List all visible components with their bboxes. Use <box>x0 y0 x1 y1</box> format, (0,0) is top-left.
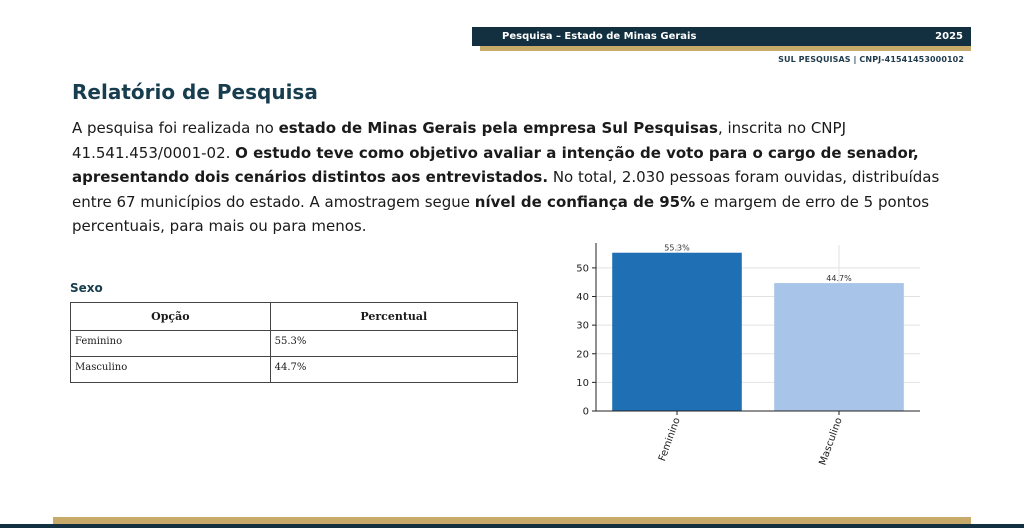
sexo-table <box>70 302 518 383</box>
table-header-row <box>71 303 518 331</box>
header-percentual: Percentual <box>270 303 517 331</box>
table-row <box>71 331 518 357</box>
y-tick-label: 0 <box>582 406 589 418</box>
bar-value-label: 44.7% <box>826 274 852 284</box>
header-year: 2025 <box>935 31 963 42</box>
x-tick-label: Masculino <box>817 416 845 467</box>
header-company-cnpj: SUL PESQUISAS | CNPJ-41541453000102 <box>778 55 964 64</box>
para-text-1: A pesquisa foi realizada no <box>72 119 279 137</box>
table-row <box>71 357 518 383</box>
y-tick-label: 20 <box>576 349 589 361</box>
table-title: Sexo <box>70 281 103 295</box>
footer-navy-line <box>0 524 1024 528</box>
header-title: Pesquisa – Estado de Minas Gerais <box>502 31 697 42</box>
y-tick-label: 10 <box>576 377 589 389</box>
cell-percent: 44.7% <box>270 357 517 383</box>
y-tick-label: 50 <box>576 263 589 275</box>
cell-option: Masculino <box>71 357 271 383</box>
bar-feminino <box>612 253 742 411</box>
header-opcao: Opção <box>71 303 271 331</box>
header-band <box>472 27 971 46</box>
report-paragraph <box>72 116 952 239</box>
para-bold-2: O estudo teve como objetivo avaliar a intenção de voto para o cargo de senador, apresentando dois cenários distintos aos entrevistados. <box>72 143 919 186</box>
bar-masculino <box>774 283 904 411</box>
y-tick-label: 40 <box>576 292 589 304</box>
para-text-2: , inscrita no CNPJ 41.541.453/0001-02. <box>72 119 847 162</box>
cell-percent: 55.3% <box>270 331 517 357</box>
header-gold-stripe <box>480 46 971 51</box>
x-tick-label: Feminino <box>656 416 683 463</box>
para-text-3: No total, 2.030 pessoas foram ouvidas, distribuídas entre 67 municípios do estado. A amostragem segue <box>72 168 940 211</box>
cell-option: Feminino <box>71 331 271 357</box>
sexo-bar-chart <box>555 235 935 475</box>
bar-value-label: 55.3% <box>664 243 690 253</box>
para-bold-3: nível de confiança de 95% <box>474 192 696 211</box>
page-title: Relatório de Pesquisa <box>72 80 318 104</box>
para-text-4: e margem de erro de 5 pontos percentuais, para mais ou para menos. <box>72 192 930 235</box>
para-bold-1: estado de Minas Gerais pela empresa Sul Pesquisas <box>278 119 718 137</box>
y-tick-label: 30 <box>576 320 589 332</box>
